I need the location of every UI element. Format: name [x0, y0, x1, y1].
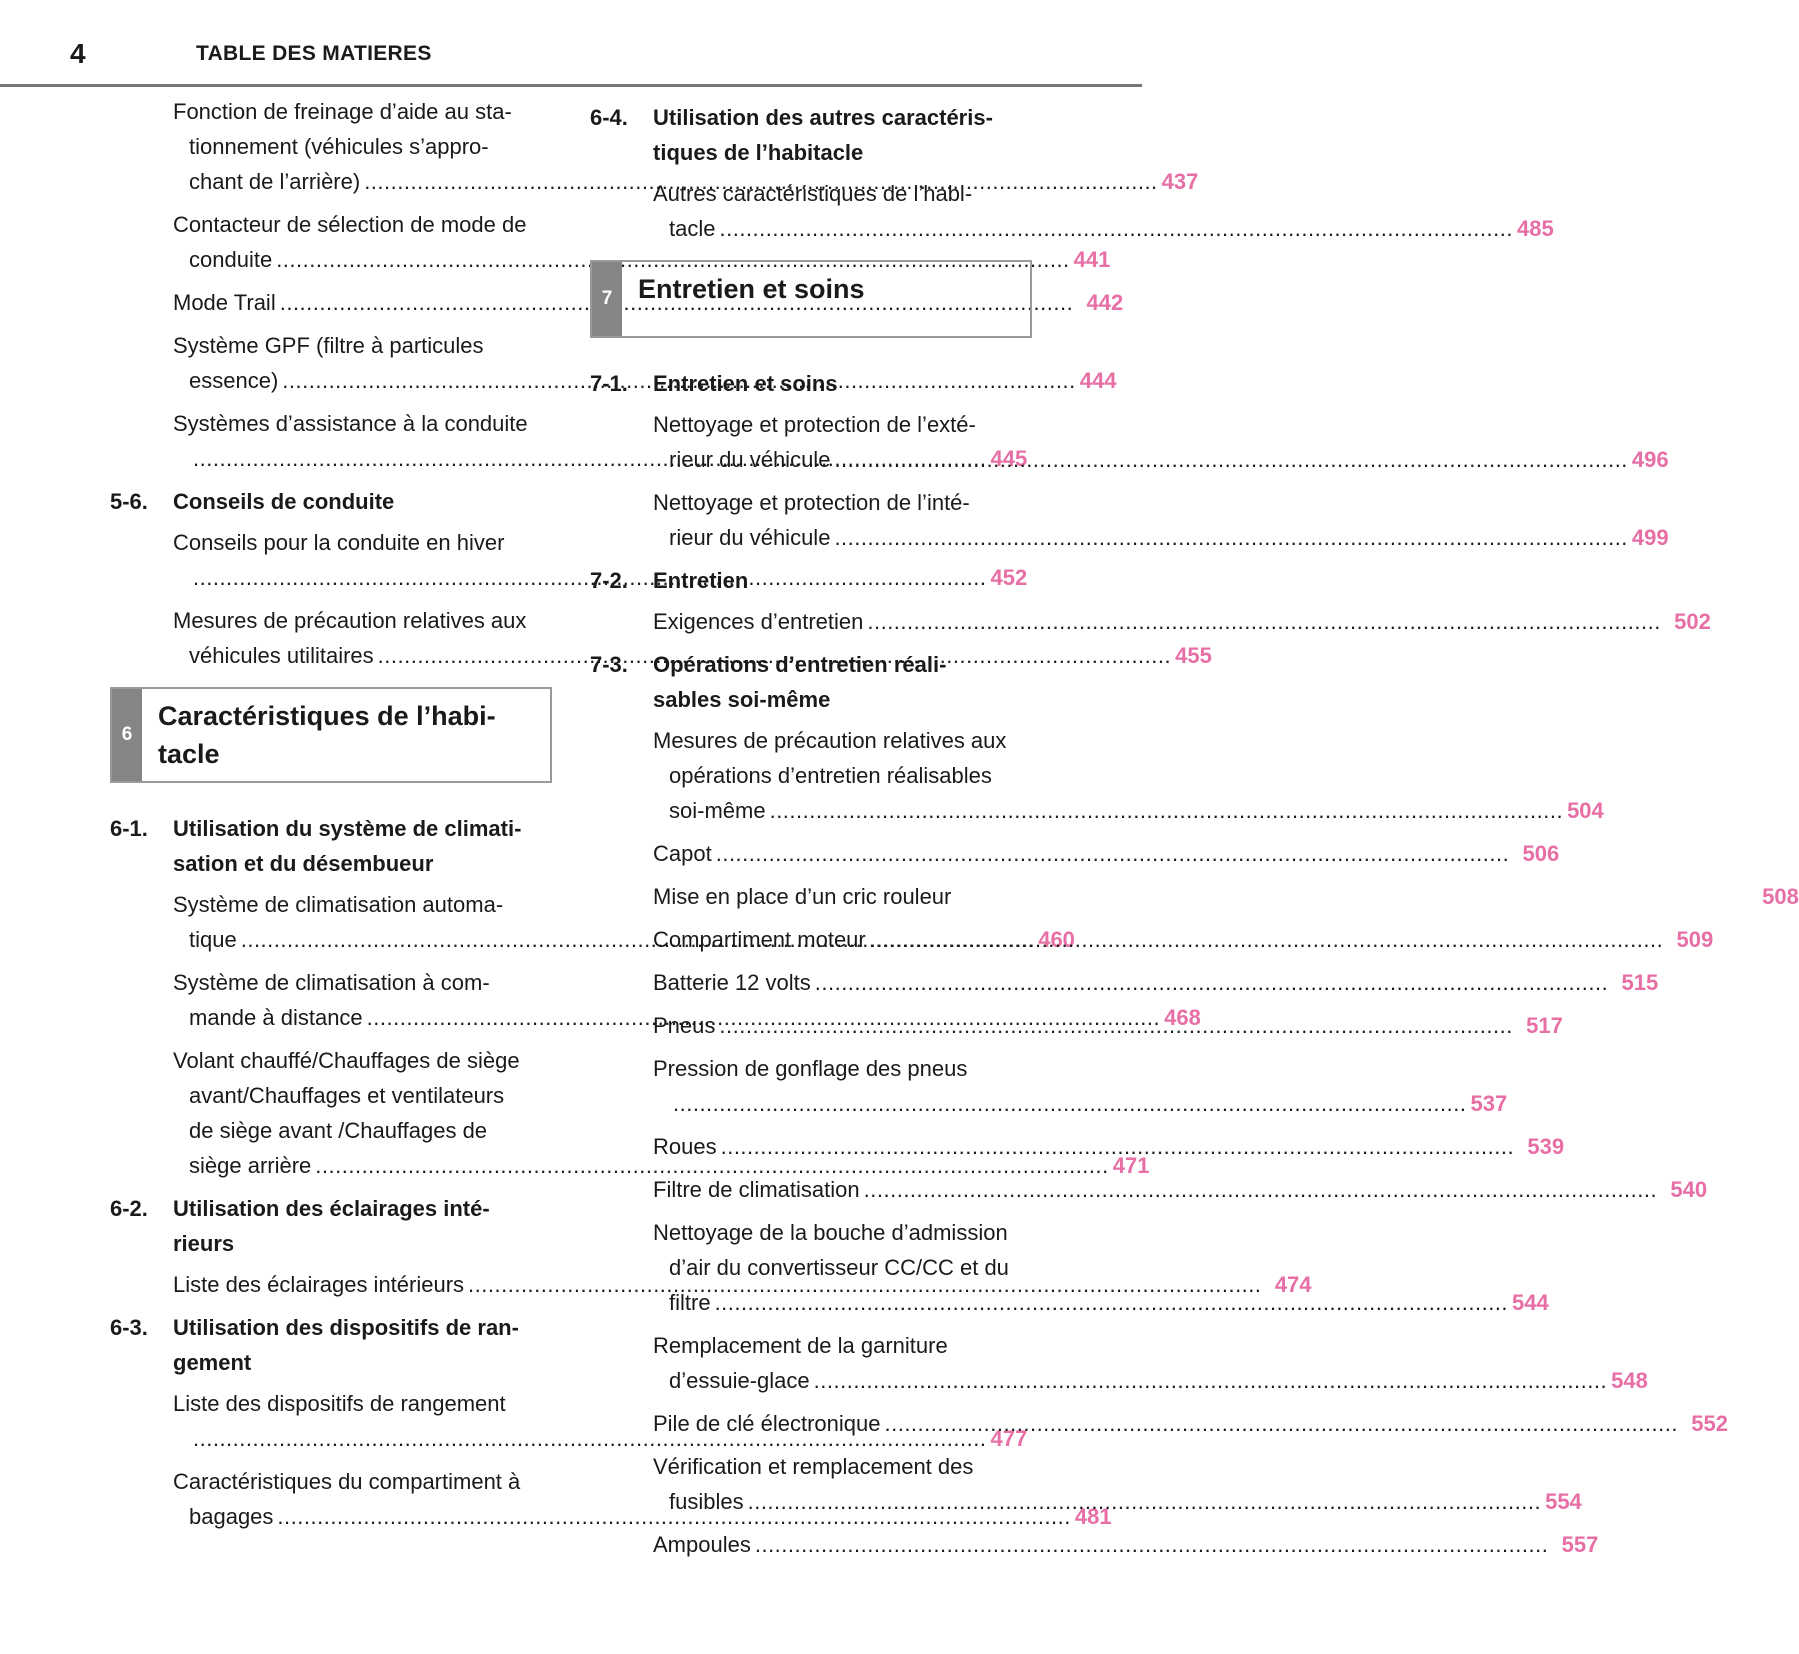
- section-title: Entretien et soins: [653, 371, 838, 396]
- toc-entry-text: avant/Chauffages et ventilateurs: [189, 1083, 505, 1108]
- section-number: 6-2.: [110, 1196, 148, 1221]
- leader-dots: [719, 216, 1512, 241]
- leader-dots: [755, 1527, 1548, 1562]
- section-title: Utilisation des autres caractéris- tiques de l’habitacle: [653, 105, 993, 165]
- toc-page-number[interactable]: 557: [1561, 1532, 1599, 1557]
- toc-entry-text: conduite: [189, 247, 273, 272]
- toc-entry-text: opérations d’entretien réalisables: [669, 763, 992, 788]
- section-number: 6-3.: [110, 1315, 148, 1340]
- toc-page-number[interactable]: 437: [1161, 169, 1199, 194]
- chapter-title-line: Caractéristiques de l’habi-: [158, 701, 496, 731]
- section-heading: [110, 1191, 552, 1261]
- toc-entry-text: véhicules utilitaires: [189, 643, 374, 668]
- toc-page-number[interactable]: 445: [990, 446, 1028, 471]
- chapter-tab: 7: [592, 262, 622, 336]
- chapter-tab: 6: [112, 689, 142, 781]
- toc-page-number[interactable]: 537: [1470, 1091, 1508, 1116]
- toc-entry-text: Remplacement de la garniture: [653, 1333, 948, 1358]
- toc-entry-text: de siège avant /Chauffages de: [189, 1118, 488, 1143]
- leader-dots: [770, 798, 1563, 823]
- toc-page-number[interactable]: 539: [1527, 1134, 1565, 1159]
- toc-page-number[interactable]: 548: [1611, 1368, 1648, 1393]
- section-title: Utilisation des éclairages inté- rieurs: [173, 1196, 490, 1256]
- header-rule: [0, 84, 1142, 87]
- toc-entry-text: Filtre de climatisation: [653, 1177, 860, 1202]
- page-title: TABLE DES MATIERES: [196, 42, 432, 65]
- toc-entry-text: Roues: [653, 1134, 717, 1159]
- section-title: Utilisation des dispositifs de ran- gement: [173, 1315, 519, 1375]
- leader-dots: [815, 965, 1608, 1000]
- chapter-title: [142, 689, 510, 781]
- toc-entry-text: siège arrière: [189, 1153, 312, 1178]
- leader-dots: [834, 525, 1627, 550]
- toc-entry-text: d’essuie-glace: [669, 1368, 810, 1393]
- leader-dots: [867, 604, 1660, 639]
- toc-page-number[interactable]: 509: [1676, 927, 1714, 952]
- toc-entry-text: Nettoyage et protection de l’inté-: [653, 490, 970, 515]
- toc-entry[interactable]: [653, 723, 1604, 828]
- toc-entry-text: Nettoyage de la bouche d’admission: [653, 1220, 1008, 1245]
- toc-page-number[interactable]: 477: [990, 1426, 1028, 1451]
- toc-entry-text: Autres caractéristiques de l’habi-: [653, 181, 973, 206]
- leader-dots: [864, 1172, 1657, 1207]
- toc-page-number[interactable]: 517: [1526, 1013, 1563, 1038]
- section-number: 6-1.: [110, 816, 148, 841]
- toc-entry[interactable]: [653, 965, 1659, 1000]
- section-heading: [110, 484, 552, 519]
- toc-entry-text: Volant chauffé/Chauffages de siège: [173, 1048, 520, 1073]
- toc-entry-text: Système de climatisation à com-: [173, 970, 490, 995]
- toc-entry-text: Nettoyage et protection de l’exté-: [653, 412, 976, 437]
- toc-page-number[interactable]: 502: [1674, 609, 1711, 634]
- toc-group: [590, 604, 1711, 639]
- leader-dots: [884, 1406, 1677, 1441]
- chapter-title: Entretien et soins: [638, 274, 865, 304]
- toc-entry-text: tique: [189, 927, 237, 952]
- toc-page-number[interactable]: 444: [1079, 368, 1117, 393]
- toc-entry-text: tionnement (véhicules s’appro-: [189, 134, 489, 159]
- toc-page-number[interactable]: 442: [1086, 290, 1124, 315]
- leader-dots: [719, 1008, 1512, 1043]
- leader-dots: [748, 1489, 1541, 1514]
- toc-entry-text: Mesures de précaution relatives aux: [173, 608, 527, 633]
- toc-page-number[interactable]: 468: [1164, 1005, 1201, 1030]
- toc-page-number[interactable]: 471: [1112, 1153, 1150, 1178]
- page-header: [0, 0, 1142, 88]
- toc-page-number[interactable]: 504: [1567, 798, 1604, 823]
- section-number: 6-4.: [590, 105, 628, 130]
- toc-page-number[interactable]: 474: [1274, 1272, 1312, 1297]
- toc-entry-text: Conseils pour la conduite en hiver: [173, 530, 505, 555]
- page-number: 4: [70, 38, 86, 69]
- toc-entry-text: rieur du véhicule: [669, 525, 831, 550]
- chapter-heading: [590, 260, 1032, 338]
- toc-entry-text: rieur du véhicule: [669, 447, 831, 472]
- section-title: Utilisation du système de climati- sation et du désembueur: [173, 816, 522, 876]
- toc-page-number[interactable]: 554: [1545, 1489, 1582, 1514]
- toc-entry-text: Liste des éclairages intérieurs: [173, 1272, 465, 1297]
- toc-entry[interactable]: [653, 1328, 1648, 1398]
- toc-page-number[interactable]: 441: [1073, 247, 1111, 272]
- leader-dots: [721, 1129, 1514, 1164]
- section-number: 5-6.: [110, 489, 148, 514]
- toc-entry-text: Mise en place d’un cric rouleur: [653, 884, 952, 909]
- section-heading: [590, 366, 1032, 401]
- toc-entry-text: Pile de clé électronique: [653, 1411, 881, 1436]
- section-heading: [590, 563, 1032, 598]
- toc-entry-text: d’air du convertisseur CC/CC et du: [669, 1255, 1009, 1280]
- toc-entry-text: Caractéristiques du compartiment à: [173, 1469, 521, 1494]
- leader-dots: [715, 1290, 1508, 1315]
- toc-entry-text: tacle: [669, 216, 716, 241]
- toc-entry[interactable]: [653, 485, 1669, 555]
- toc-entry-text: Ampoules: [653, 1532, 751, 1557]
- toc-entry-text: Système GPF (filtre à particules: [173, 333, 484, 358]
- leader-dots: [716, 836, 1509, 871]
- toc-entry[interactable]: [653, 604, 1711, 639]
- toc-entry-text: Pneus: [653, 1013, 716, 1038]
- section-number: 7-1.: [590, 371, 628, 396]
- toc-entry-text: Système de climatisation automa-: [173, 892, 504, 917]
- toc-entry-text: chant de l’arrière): [189, 169, 361, 194]
- toc-entry[interactable]: [653, 836, 1560, 871]
- toc-entry-text: bagages: [189, 1504, 274, 1529]
- section-heading: [110, 811, 552, 881]
- section-title: Conseils de conduite: [173, 489, 395, 514]
- toc-entry-text: soi-même: [669, 798, 766, 823]
- toc-entry-text: fusibles: [669, 1489, 744, 1514]
- leader-dots: [814, 1368, 1607, 1393]
- toc-entry[interactable]: [653, 1051, 1508, 1121]
- toc-entry[interactable]: [653, 407, 1669, 477]
- toc-entry-text: essence): [189, 368, 279, 393]
- toc-entry-text: Systèmes d’assistance à la conduite: [173, 411, 528, 436]
- toc-entry-text: Capot: [653, 841, 712, 866]
- toc-page-number[interactable]: 452: [990, 565, 1028, 590]
- chapter-title-line: tacle: [158, 739, 220, 769]
- leader-dots: [870, 922, 1663, 957]
- toc-page-number[interactable]: 508: [1762, 884, 1799, 909]
- toc-page-number[interactable]: 540: [1670, 1177, 1708, 1202]
- section-title: Opérations d’entretien réali- sables soi-même: [653, 652, 947, 712]
- toc-page-number[interactable]: 544: [1512, 1290, 1549, 1315]
- toc-entry-text: filtre: [669, 1290, 711, 1315]
- section-title: Entretien: [653, 568, 749, 593]
- section-heading: [590, 100, 1032, 170]
- toc-entry[interactable]: [653, 1527, 1599, 1562]
- section-number: 7-2.: [590, 568, 628, 593]
- toc-entry-text: Contacteur de sélection de mode de: [173, 212, 527, 237]
- toc-entry-text: Liste des dispositifs de rangement: [173, 1391, 506, 1416]
- toc-entry[interactable]: [653, 1406, 1728, 1441]
- toc-page-number[interactable]: 499: [1631, 525, 1669, 550]
- toc-entry-text: Mesures de précaution relatives aux: [653, 728, 1007, 753]
- toc-entry-text: mande à distance: [189, 1005, 363, 1030]
- toc-entry[interactable]: [653, 1172, 1708, 1207]
- toc-page-number[interactable]: 515: [1621, 970, 1659, 995]
- leader-dots: [673, 1091, 1466, 1116]
- toc-entry-text: Exigences d’entretien: [653, 609, 864, 634]
- section-heading: [590, 647, 1032, 717]
- toc-page-number[interactable]: 455: [1175, 643, 1212, 668]
- toc-group: [590, 407, 1669, 555]
- toc-entry[interactable]: [653, 1129, 1565, 1164]
- toc-page-number[interactable]: 506: [1522, 841, 1560, 866]
- leader-dots: [834, 447, 1627, 472]
- toc-entry-text: Fonction de freinage d’aide au sta-: [173, 99, 512, 124]
- toc-page-number[interactable]: 485: [1516, 216, 1554, 241]
- toc-entry-text: Mode Trail: [173, 290, 276, 315]
- toc-entry-text: Compartiment moteur: [653, 927, 866, 952]
- toc-page-number[interactable]: 460: [1038, 927, 1075, 952]
- toc-page-number[interactable]: 496: [1631, 447, 1669, 472]
- toc-entry-text: Pression de gonflage des pneus: [653, 1056, 968, 1081]
- toc-entry-text: Batterie 12 volts: [653, 970, 811, 995]
- toc-entry-text: Vérification et remplacement des: [653, 1454, 974, 1479]
- toc-page-number[interactable]: 481: [1074, 1504, 1112, 1529]
- section-number: 7-3.: [590, 652, 628, 677]
- toc-entry[interactable]: [653, 879, 1799, 914]
- toc-page-number[interactable]: 552: [1691, 1411, 1728, 1436]
- chapter-heading: [110, 687, 552, 783]
- section-heading: [110, 1310, 552, 1380]
